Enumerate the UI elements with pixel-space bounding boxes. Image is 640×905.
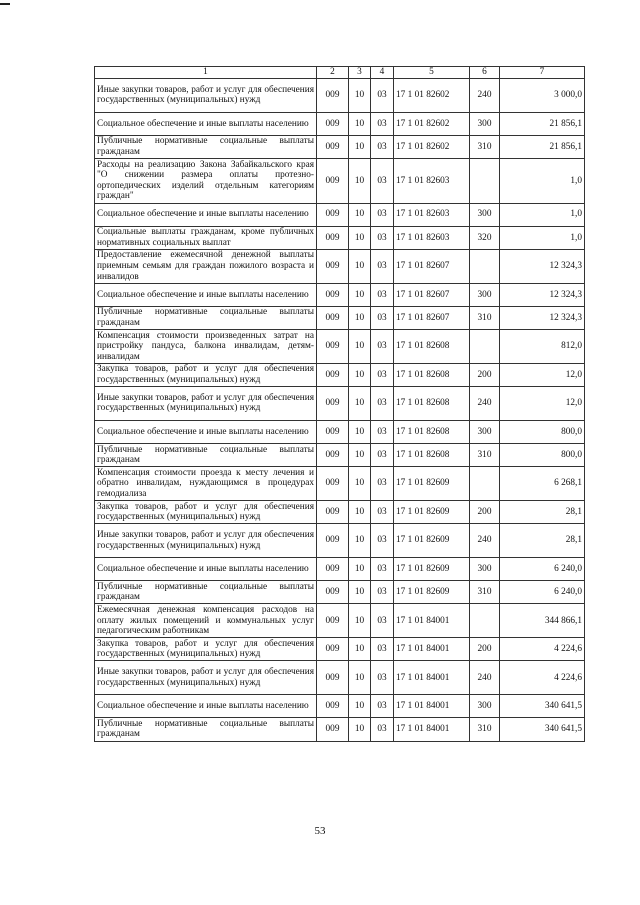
row-amount: 1,0 — [500, 159, 585, 203]
row-subsection: 03 — [371, 79, 394, 113]
table-row — [95, 330, 585, 364]
row-section: 10 — [349, 249, 371, 283]
row-amount: 3 000,0 — [500, 79, 585, 113]
header-col-3: 3 — [349, 67, 371, 79]
row-amount: 6 240,0 — [500, 581, 585, 604]
row-expense-type: 300 — [470, 695, 500, 718]
row-section: 10 — [349, 226, 371, 249]
row-section: 10 — [349, 203, 371, 226]
row-subsection: 03 — [371, 467, 394, 501]
row-target-article: 17 1 01 82609 — [394, 558, 470, 581]
row-expense-type: 300 — [470, 112, 500, 135]
row-expense-type — [470, 467, 500, 501]
row-section: 10 — [349, 283, 371, 306]
row-amount: 1,0 — [500, 226, 585, 249]
row-ministry-code: 009 — [317, 112, 349, 135]
row-amount: 6 240,0 — [500, 558, 585, 581]
row-subsection: 03 — [371, 135, 394, 158]
row-expense-type: 200 — [470, 501, 500, 524]
row-name: Ежемесячная денежная компенсация расходов на оплату жилых помещений и коммунальных услуг педагогическим работникам — [95, 604, 317, 638]
row-name: Иные закупки товаров, работ и услуг для обеспечения государственных (муниципальных) нужд — [95, 524, 317, 558]
row-expense-type: 300 — [470, 558, 500, 581]
row-ministry-code: 009 — [317, 387, 349, 421]
row-amount: 28,1 — [500, 524, 585, 558]
row-target-article: 17 1 01 82608 — [394, 363, 470, 386]
row-expense-type — [470, 249, 500, 283]
row-subsection: 03 — [371, 661, 394, 695]
row-ministry-code: 009 — [317, 558, 349, 581]
row-expense-type: 310 — [470, 135, 500, 158]
row-name: Предоставление ежемесячной денежной выплаты приемным семьям для граждан пожилого возраста и инвалидов — [95, 249, 317, 283]
row-section: 10 — [349, 79, 371, 113]
row-name: Компенсация стоимости проезда к месту лечения и обратно инвалидам, нуждающимся в процедурах гемодиализа — [95, 467, 317, 501]
row-section: 10 — [349, 444, 371, 467]
header-col-7: 7 — [500, 67, 585, 79]
row-name: Публичные нормативные социальные выплаты гражданам — [95, 135, 317, 158]
row-subsection: 03 — [371, 283, 394, 306]
table-row — [95, 604, 585, 638]
row-target-article: 17 1 01 84001 — [394, 718, 470, 741]
row-ministry-code: 009 — [317, 581, 349, 604]
row-subsection: 03 — [371, 558, 394, 581]
row-amount: 800,0 — [500, 444, 585, 467]
header-col-6: 6 — [470, 67, 500, 79]
row-name: Социальное обеспечение и иные выплаты населению — [95, 695, 317, 718]
row-name: Закупка товаров, работ и услуг для обеспечения государственных (муниципальных) нужд — [95, 501, 317, 524]
table-row — [95, 203, 585, 226]
row-name: Расходы на реализацию Закона Забайкальского края "О снижении размера оплаты протезно-ортопедических изделий отдельным категориям граждан" — [95, 159, 317, 203]
table-row — [95, 444, 585, 467]
row-ministry-code: 009 — [317, 695, 349, 718]
row-expense-type: 310 — [470, 581, 500, 604]
table-row — [95, 363, 585, 386]
header-col-5: 5 — [394, 67, 470, 79]
header-col-4: 4 — [371, 67, 394, 79]
row-name: Публичные нормативные социальные выплаты гражданам — [95, 581, 317, 604]
row-subsection: 03 — [371, 524, 394, 558]
row-ministry-code: 009 — [317, 306, 349, 329]
row-section: 10 — [349, 159, 371, 203]
row-amount: 344 866,1 — [500, 604, 585, 638]
budget-table — [94, 66, 585, 742]
row-subsection: 03 — [371, 203, 394, 226]
row-section: 10 — [349, 363, 371, 386]
row-target-article: 17 1 01 82608 — [394, 444, 470, 467]
row-name: Социальное обеспечение и иные выплаты населению — [95, 420, 317, 443]
row-ministry-code: 009 — [317, 661, 349, 695]
row-expense-type: 240 — [470, 524, 500, 558]
row-amount: 12 324,3 — [500, 283, 585, 306]
row-ministry-code: 009 — [317, 524, 349, 558]
header-col-1: 1 — [95, 67, 317, 79]
row-subsection: 03 — [371, 306, 394, 329]
table-row — [95, 135, 585, 158]
row-expense-type — [470, 604, 500, 638]
row-section: 10 — [349, 695, 371, 718]
row-expense-type: 240 — [470, 79, 500, 113]
row-expense-type: 240 — [470, 661, 500, 695]
row-target-article: 17 1 01 82603 — [394, 203, 470, 226]
table-row — [95, 249, 585, 283]
row-name: Социальное обеспечение и иные выплаты населению — [95, 203, 317, 226]
row-name: Социальное обеспечение и иные выплаты населению — [95, 558, 317, 581]
table-row — [95, 718, 585, 741]
row-section: 10 — [349, 524, 371, 558]
row-subsection: 03 — [371, 695, 394, 718]
row-target-article: 17 1 01 82602 — [394, 135, 470, 158]
row-subsection: 03 — [371, 159, 394, 203]
row-subsection: 03 — [371, 363, 394, 386]
row-ministry-code: 009 — [317, 718, 349, 741]
row-expense-type: 320 — [470, 226, 500, 249]
row-subsection: 03 — [371, 330, 394, 364]
row-name: Компенсация стоимости произведенных затрат на пристройку пандуса, балкона инвалидам, детям-инвалидам — [95, 330, 317, 364]
row-name: Публичные нормативные социальные выплаты гражданам — [95, 718, 317, 741]
row-ministry-code: 009 — [317, 330, 349, 364]
row-target-article: 17 1 01 84001 — [394, 638, 470, 661]
row-expense-type — [470, 330, 500, 364]
row-amount: 12 324,3 — [500, 306, 585, 329]
row-section: 10 — [349, 558, 371, 581]
row-subsection: 03 — [371, 604, 394, 638]
row-target-article: 17 1 01 82607 — [394, 306, 470, 329]
row-name: Социальные выплаты гражданам, кроме публичных нормативных социальных выплат — [95, 226, 317, 249]
row-target-article: 17 1 01 82609 — [394, 501, 470, 524]
header-col-2: 2 — [317, 67, 349, 79]
row-name: Социальное обеспечение и иные выплаты населению — [95, 112, 317, 135]
row-section: 10 — [349, 387, 371, 421]
row-target-article: 17 1 01 82609 — [394, 467, 470, 501]
table-body — [95, 79, 585, 742]
table-row — [95, 387, 585, 421]
row-expense-type: 300 — [470, 283, 500, 306]
row-expense-type: 240 — [470, 387, 500, 421]
row-amount: 12,0 — [500, 363, 585, 386]
row-section: 10 — [349, 661, 371, 695]
row-amount: 21 856,1 — [500, 112, 585, 135]
row-target-article: 17 1 01 82603 — [394, 159, 470, 203]
row-target-article: 17 1 01 82607 — [394, 283, 470, 306]
row-section: 10 — [349, 112, 371, 135]
table-row — [95, 661, 585, 695]
row-section: 10 — [349, 604, 371, 638]
row-ministry-code: 009 — [317, 467, 349, 501]
row-name: Закупка товаров, работ и услуг для обеспечения государственных (муниципальных) нужд — [95, 638, 317, 661]
row-name: Закупка товаров, работ и услуг для обеспечения государственных (муниципальных) нужд — [95, 363, 317, 386]
row-ministry-code: 009 — [317, 135, 349, 158]
row-ministry-code: 009 — [317, 444, 349, 467]
row-amount: 12 324,3 — [500, 249, 585, 283]
row-amount: 340 641,5 — [500, 718, 585, 741]
row-expense-type: 300 — [470, 203, 500, 226]
row-section: 10 — [349, 638, 371, 661]
row-amount: 4 224,6 — [500, 638, 585, 661]
row-expense-type: 310 — [470, 444, 500, 467]
row-subsection: 03 — [371, 249, 394, 283]
table-row — [95, 112, 585, 135]
row-ministry-code: 009 — [317, 159, 349, 203]
row-target-article: 17 1 01 82607 — [394, 249, 470, 283]
table-row — [95, 159, 585, 203]
table-row — [95, 467, 585, 501]
row-name: Социальное обеспечение и иные выплаты населению — [95, 283, 317, 306]
row-target-article: 17 1 01 82602 — [394, 79, 470, 113]
row-amount: 1,0 — [500, 203, 585, 226]
row-target-article: 17 1 01 82608 — [394, 330, 470, 364]
row-ministry-code: 009 — [317, 363, 349, 386]
row-amount: 4 224,6 — [500, 661, 585, 695]
row-expense-type: 300 — [470, 420, 500, 443]
row-name: Публичные нормативные социальные выплаты гражданам — [95, 444, 317, 467]
header-row — [95, 67, 585, 79]
row-amount: 812,0 — [500, 330, 585, 364]
row-expense-type — [470, 159, 500, 203]
table-row — [95, 226, 585, 249]
row-ministry-code: 009 — [317, 283, 349, 306]
row-name: Иные закупки товаров, работ и услуг для обеспечения государственных (муниципальных) нужд — [95, 79, 317, 113]
row-subsection: 03 — [371, 638, 394, 661]
table-row — [95, 695, 585, 718]
row-target-article: 17 1 01 82602 — [394, 112, 470, 135]
table-row — [95, 638, 585, 661]
row-expense-type: 200 — [470, 363, 500, 386]
row-section: 10 — [349, 306, 371, 329]
row-section: 10 — [349, 467, 371, 501]
row-expense-type: 310 — [470, 306, 500, 329]
row-amount: 800,0 — [500, 420, 585, 443]
row-ministry-code: 009 — [317, 249, 349, 283]
row-target-article: 17 1 01 84001 — [394, 695, 470, 718]
row-name: Публичные нормативные социальные выплаты гражданам — [95, 306, 317, 329]
row-ministry-code: 009 — [317, 79, 349, 113]
row-subsection: 03 — [371, 444, 394, 467]
row-subsection: 03 — [371, 420, 394, 443]
row-amount: 6 268,1 — [500, 467, 585, 501]
row-subsection: 03 — [371, 387, 394, 421]
row-section: 10 — [349, 330, 371, 364]
row-subsection: 03 — [371, 718, 394, 741]
table-row — [95, 581, 585, 604]
row-target-article: 17 1 01 82609 — [394, 524, 470, 558]
page-number: 53 — [314, 825, 326, 837]
table-row — [95, 558, 585, 581]
row-amount: 12,0 — [500, 387, 585, 421]
row-ministry-code: 009 — [317, 226, 349, 249]
row-section: 10 — [349, 420, 371, 443]
row-ministry-code: 009 — [317, 501, 349, 524]
row-subsection: 03 — [371, 112, 394, 135]
scan-corner-mark — [0, 3, 10, 5]
row-target-article: 17 1 01 84001 — [394, 604, 470, 638]
row-name: Иные закупки товаров, работ и услуг для обеспечения государственных (муниципальных) нужд — [95, 387, 317, 421]
row-target-article: 17 1 01 82608 — [394, 387, 470, 421]
row-ministry-code: 009 — [317, 420, 349, 443]
row-target-article: 17 1 01 82603 — [394, 226, 470, 249]
row-ministry-code: 009 — [317, 604, 349, 638]
row-target-article: 17 1 01 84001 — [394, 661, 470, 695]
row-amount: 340 641,5 — [500, 695, 585, 718]
row-expense-type: 200 — [470, 638, 500, 661]
row-name: Иные закупки товаров, работ и услуг для обеспечения государственных (муниципальных) нужд — [95, 661, 317, 695]
row-subsection: 03 — [371, 226, 394, 249]
row-amount: 21 856,1 — [500, 135, 585, 158]
row-target-article: 17 1 01 82609 — [394, 581, 470, 604]
table-header — [95, 67, 585, 79]
row-ministry-code: 009 — [317, 638, 349, 661]
row-section: 10 — [349, 581, 371, 604]
table-row — [95, 79, 585, 113]
row-section: 10 — [349, 501, 371, 524]
row-subsection: 03 — [371, 501, 394, 524]
row-subsection: 03 — [371, 581, 394, 604]
row-target-article: 17 1 01 82608 — [394, 420, 470, 443]
row-expense-type: 310 — [470, 718, 500, 741]
row-ministry-code: 009 — [317, 203, 349, 226]
row-section: 10 — [349, 718, 371, 741]
table-row — [95, 420, 585, 443]
row-section: 10 — [349, 135, 371, 158]
table-row — [95, 283, 585, 306]
table-row — [95, 524, 585, 558]
table-row — [95, 501, 585, 524]
row-amount: 28,1 — [500, 501, 585, 524]
table-row — [95, 306, 585, 329]
